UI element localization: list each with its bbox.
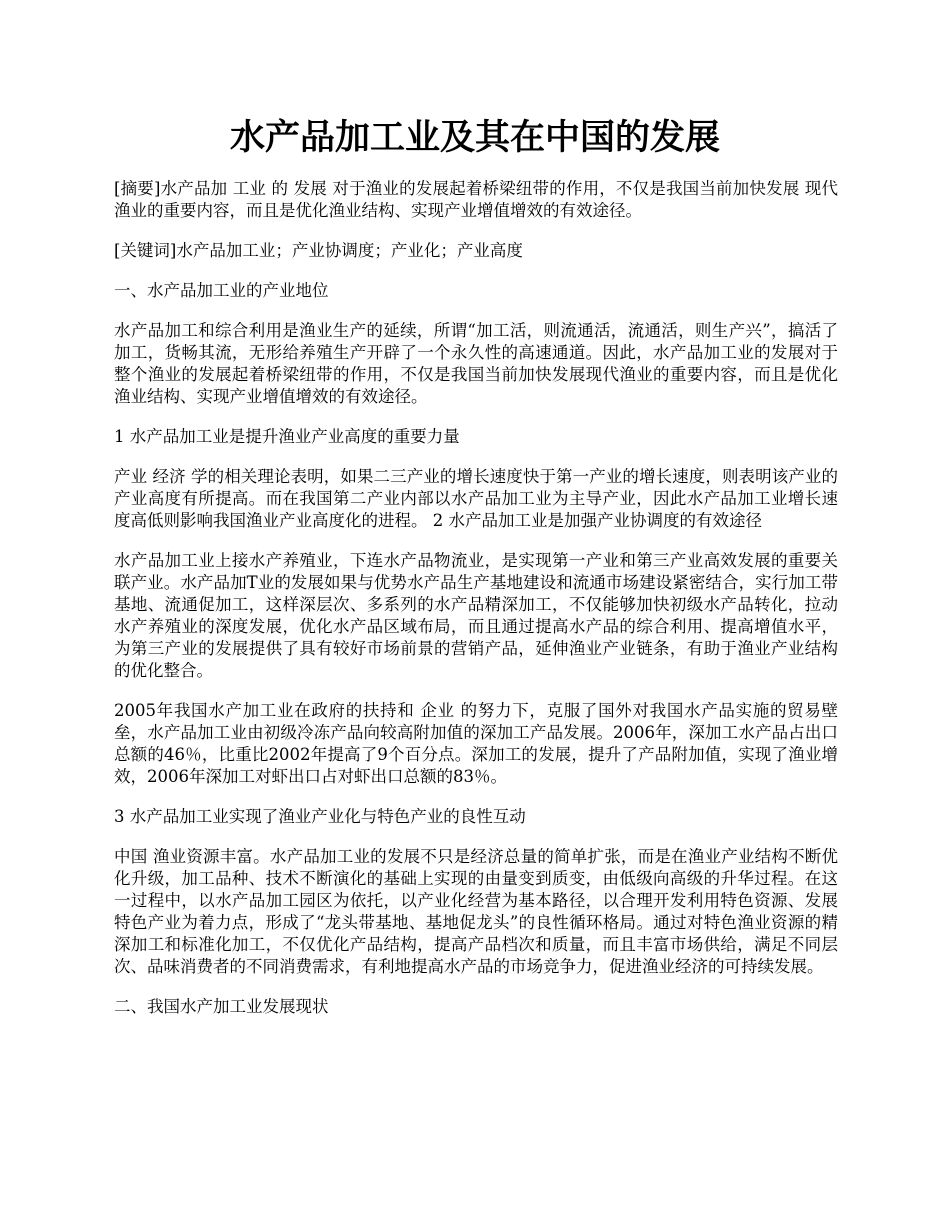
subsection2-paragraph: 水产品加工业上接水产养殖业，下连水产品物流业，是实现第一产业和第三产业高效发展的重要关联产业。水产品加T业的发展如果与优势水产品生产基地建设和流通市场建设紧密结合，实行加工带基地、流通促加工，这样深层次、多系列的水产品精深加工，不仅能够加快初级水产品转化，拉动水产养殖业的深度发展，优化水产品区域布局，而且通过提高水产品的综合利用、提高增值水平，为第三产业的发展提供了具有较好市场前景的营销产品，延伸渔业产业链条，有助于渔业产业结构的优化整合。 [114, 551, 838, 680]
document-body [114, 178, 838, 1036]
section-heading-1: 一、水产品加工业的产业地位 [114, 281, 329, 300]
page-title: 水产品加工业及其在中国的发展 [229, 117, 720, 158]
section1-paragraph: 水产品加工和综合利用是渔业生产的延续，所谓“加工活，则流通活，流通活，则生产兴”，搞活了加工，货畅其流，无形给养殖生产开辟了一个永久性的高速通道。因此，水产品加工业的发展对于整个渔业的发展起着桥梁纽带的作用，不仅是我国当前加快发展现代渔业的重要内容，而且是优化渔业结构、实现产业增值增效的有效途径。 [114, 321, 838, 406]
statistics-paragraph: 2005年我国水产加工业在政府的扶持和 企业 的努力下，克服了国外对我国水产品实施的贸易壁垒，水产品加工业由初级冷冻产品向较高附加值的深加工产品发展。2006年，深加工水产品占出口总额的46％，比重比2002年提高了9个百分点。深加工的发展，提升了产品附加值，实现了渔业增效，2006年深加工对虾出口占对虾出口总额的83％。 [114, 701, 838, 786]
section-heading-2: 二、我国水产加工业发展现状 [114, 997, 329, 1016]
subsection3-paragraph: 中国 渔业资源丰富。水产品加工业的发展不只是经济总量的简单扩张，而是在渔业产业结构不断优化升级，加工品种、技术不断演化的基础上实现的由量变到质变，由低级向高级的升华过程。在这一过程中，以水产品加工园区为依托，以产业化经营为基本路径，以合理开发利用特色资源、发展特色产业为着力点，形成了“龙头带基地、基地促龙头”的良性循环格局。通过对特色渔业资源的精深加工和标准化加工，不仅优化产品结构，提高产品档次和质量，而且丰富市场供给，满足不同层次、品味消费者的不同消费需求，有利地提高水产品的市场竞争力，促进渔业经济的可持续发展。 [114, 847, 838, 976]
subsection1-paragraph: 产业 经济 学的相关理论表明，如果二三产业的增长速度快于第一产业的增长速度，则表明该产业的产业高度有所提高。而在我国第二产业内部以水产品加工业为主导产业，因此水产品加工业增长速度高低则影响我国渔业产业高度化的进程。 2 水产品加工业是加强产业协调度的有效途径 [114, 467, 838, 530]
subsection-heading-3: 3 水产品加工业实现了渔业产业化与特色产业的良性互动 [114, 807, 526, 826]
abstract-paragraph: [摘要]水产品加 工业 的 发展 对于渔业的发展起着桥梁纽带的作用，不仅是我国当前加快发展 现代 渔业的重要内容，而且是优化渔业结构、实现产业增值增效的有效途径。 [114, 179, 838, 220]
keywords-paragraph: [关键词]水产品加工业；产业协调度；产业化；产业高度 [114, 241, 523, 260]
subsection-heading-1: 1 水产品加工业是提升渔业产业高度的重要力量 [114, 427, 460, 446]
